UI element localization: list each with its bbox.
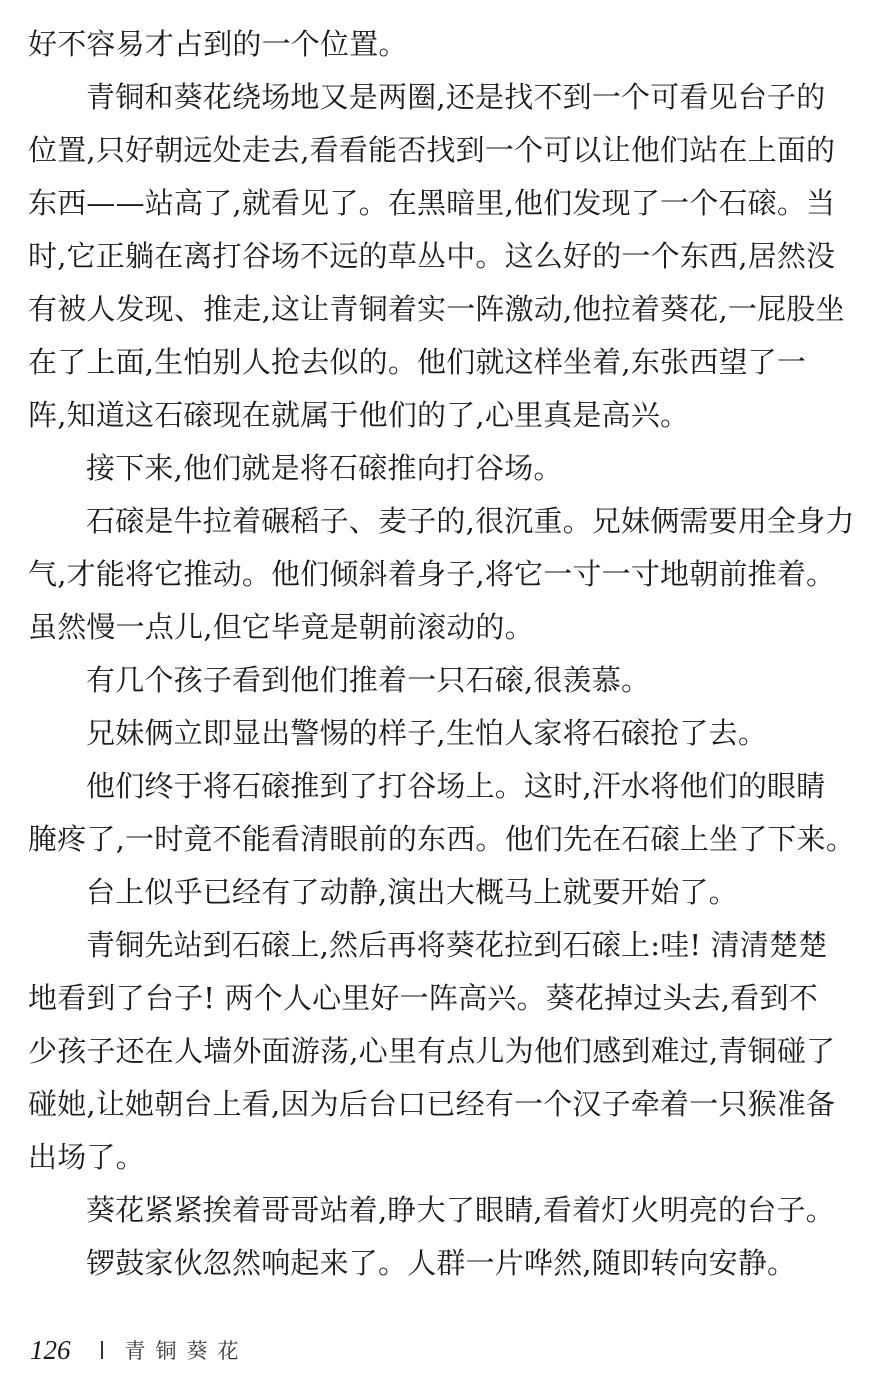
text-line: 时,它正躺在离打谷场不远的草丛中。这么好的一个东西,居然没 <box>28 239 836 273</box>
page-number: 126 <box>30 1334 71 1365</box>
body-text <box>28 18 856 1290</box>
text-line: 东西——站高了,就看见了。在黑暗里,他们发现了一个石磙。当 <box>28 186 836 220</box>
text-line: 兄妹俩立即显出警惕的样子,生怕人家将石磙抢了去。 <box>86 716 768 750</box>
text-line: 腌疼了,一时竟不能看清眼前的东西。他们先在石磙上坐了下来。 <box>28 822 856 856</box>
text-line: 少孩子还在人墙外面游荡,心里有点儿为他们感到难过,青铜碰了 <box>28 1034 836 1068</box>
text-line: 台上似乎已经有了动静,演出大概马上就要开始了。 <box>86 875 738 909</box>
text-line: 气,才能将它推动。他们倾斜着身子,将它一寸一寸地朝前推着。 <box>28 557 836 591</box>
text-line: 地看到了台子! 两个人心里好一阵高兴。葵花掉过头去,看到不 <box>28 981 818 1015</box>
running-title: 青铜葵花 <box>124 1339 249 1363</box>
text-line: 青铜和葵花绕场地又是两圈,还是找不到一个可看见台子的 <box>86 80 826 114</box>
text-line: 有几个孩子看到他们推着一只石磙,很羡慕。 <box>86 663 651 697</box>
text-line: 石磙是牛拉着碾稻子、麦子的,很沉重。兄妹俩需要用全身力 <box>86 504 855 538</box>
text-line: 他们终于将石磙推到了打谷场上。这时,汗水将他们的眼睛 <box>86 769 826 803</box>
footer-divider <box>101 1341 103 1359</box>
text-line: 好不容易才占到的一个位置。 <box>28 27 408 61</box>
text-line: 阵,知道这石磙现在就属于他们的了,心里真是高兴。 <box>28 398 690 432</box>
text-line: 出场了。 <box>28 1140 145 1174</box>
text-line: 有被人发现、推走,这让青铜着实一阵激动,他拉着葵花,一屁股坐 <box>28 292 845 326</box>
text-line: 青铜先站到石磙上,然后再将葵花拉到石磙上:哇! 清清楚楚 <box>86 928 828 962</box>
text-line: 葵花紧紧挨着哥哥站着,睁大了眼睛,看着灯火明亮的台子。 <box>86 1193 835 1227</box>
text-line: 碰她,让她朝台上看,因为后台口已经有一个汉子牵着一只猴准备 <box>28 1087 836 1121</box>
text-line: 锣鼓家伙忽然响起来了。人群一片哗然,随即转向安静。 <box>86 1246 797 1280</box>
text-line: 在了上面,生怕别人抢去似的。他们就这样坐着,东张西望了一 <box>28 345 807 379</box>
text-line: 接下来,他们就是将石磙推向打谷场。 <box>86 451 563 485</box>
text-line: 虽然慢一点儿,但它毕竟是朝前滚动的。 <box>28 610 534 644</box>
text-line: 位置,只好朝远处走去,看看能否找到一个可以让他们站在上面的 <box>28 133 836 167</box>
page-footer <box>30 1332 249 1368</box>
